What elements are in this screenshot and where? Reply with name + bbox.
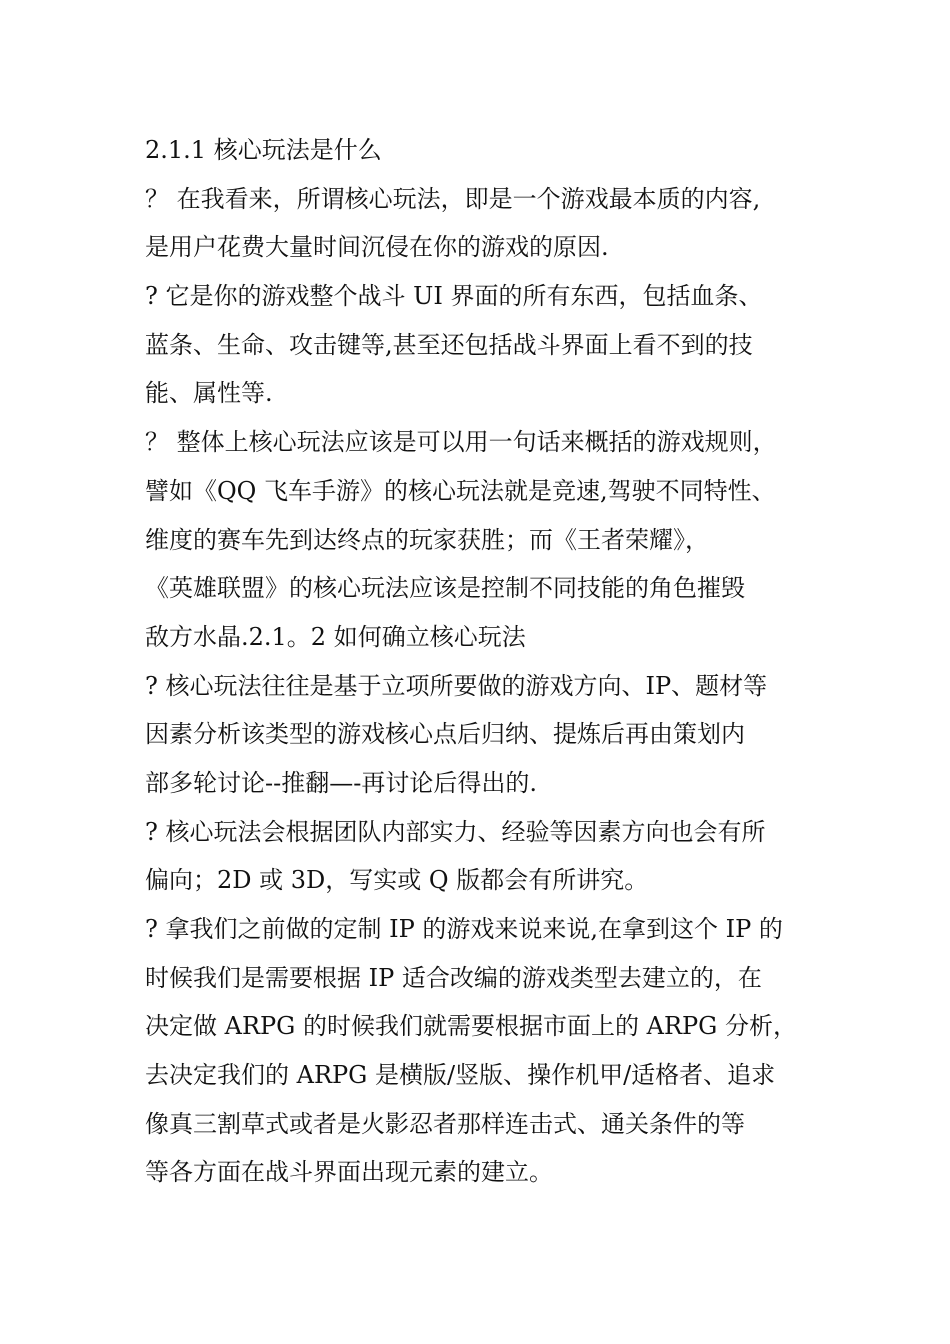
text-line: ? 核心玩法会根据团队内部实力、经验等因素方向也会有所 [145,817,766,846]
text-line: ？ 整体上核心玩法应该是可以用一句话来概括的游戏规则， [145,428,777,457]
text-line: ? 拿我们之前做的定制 IP 的游戏来说来说,在拿到这个 IP 的 [145,915,783,943]
text-line: 等各方面在战斗界面出现元素的建立。 [145,1158,553,1187]
text-line: 偏向；2D 或 3D，写实或 Q 版都会有所讲究。 [145,866,649,895]
text-line: 部多轮讨论--推翻—-再讨论后得出的. [145,768,537,797]
text-line: 维度的赛车先到达终点的玩家获胜；而《王者荣耀》， [145,525,709,554]
document-body [145,126,810,1197]
text-line: 决定做 ARPG 的时候我们就需要根据市面上的 ARPG 分析， [145,1012,797,1041]
text-line: ？ 在我看来，所谓核心玩法，即是一个游戏最本质的内容, [145,184,761,213]
text-line: 因素分析该类型的游戏核心点后归纳、提炼后再由策划内 [145,720,745,749]
text-line: ? 核心玩法往往是基于立项所要做的游戏方向、IP、题材等 [145,671,768,700]
text-line: 蓝条、生命、攻击键等,甚至还包括战斗界面上看不到的技 [145,330,753,359]
text-line: 是用户花费大量时间沉侵在你的游戏的原因. [145,233,609,262]
text-line: ? 它是你的游戏整个战斗 UI 界面的所有东西，包括血条、 [145,282,763,311]
text-line: 时候我们是需要根据 IP 适合改编的游戏类型去建立的，在 [145,963,762,992]
text-line: 《英雄联盟》的核心玩法应该是控制不同技能的角色摧毁 [145,574,745,603]
text-line: 敌方水晶.2.1。2 如何确立核心玩法 [145,622,526,651]
text-line: 去决定我们的 ARPG 是横版/竖版、操作机甲/适格者、追求 [145,1061,776,1090]
text-line: 譬如《QQ 飞车手游》的核心玩法就是竞速,驾驶不同特性、 [145,476,776,505]
text-line: 像真三割草式或者是火影忍者那样连击式、通关条件的等 [145,1109,745,1138]
text-line: 能、属性等. [145,379,273,408]
section-heading: 2.1.1 核心玩法是什么 [145,136,382,164]
